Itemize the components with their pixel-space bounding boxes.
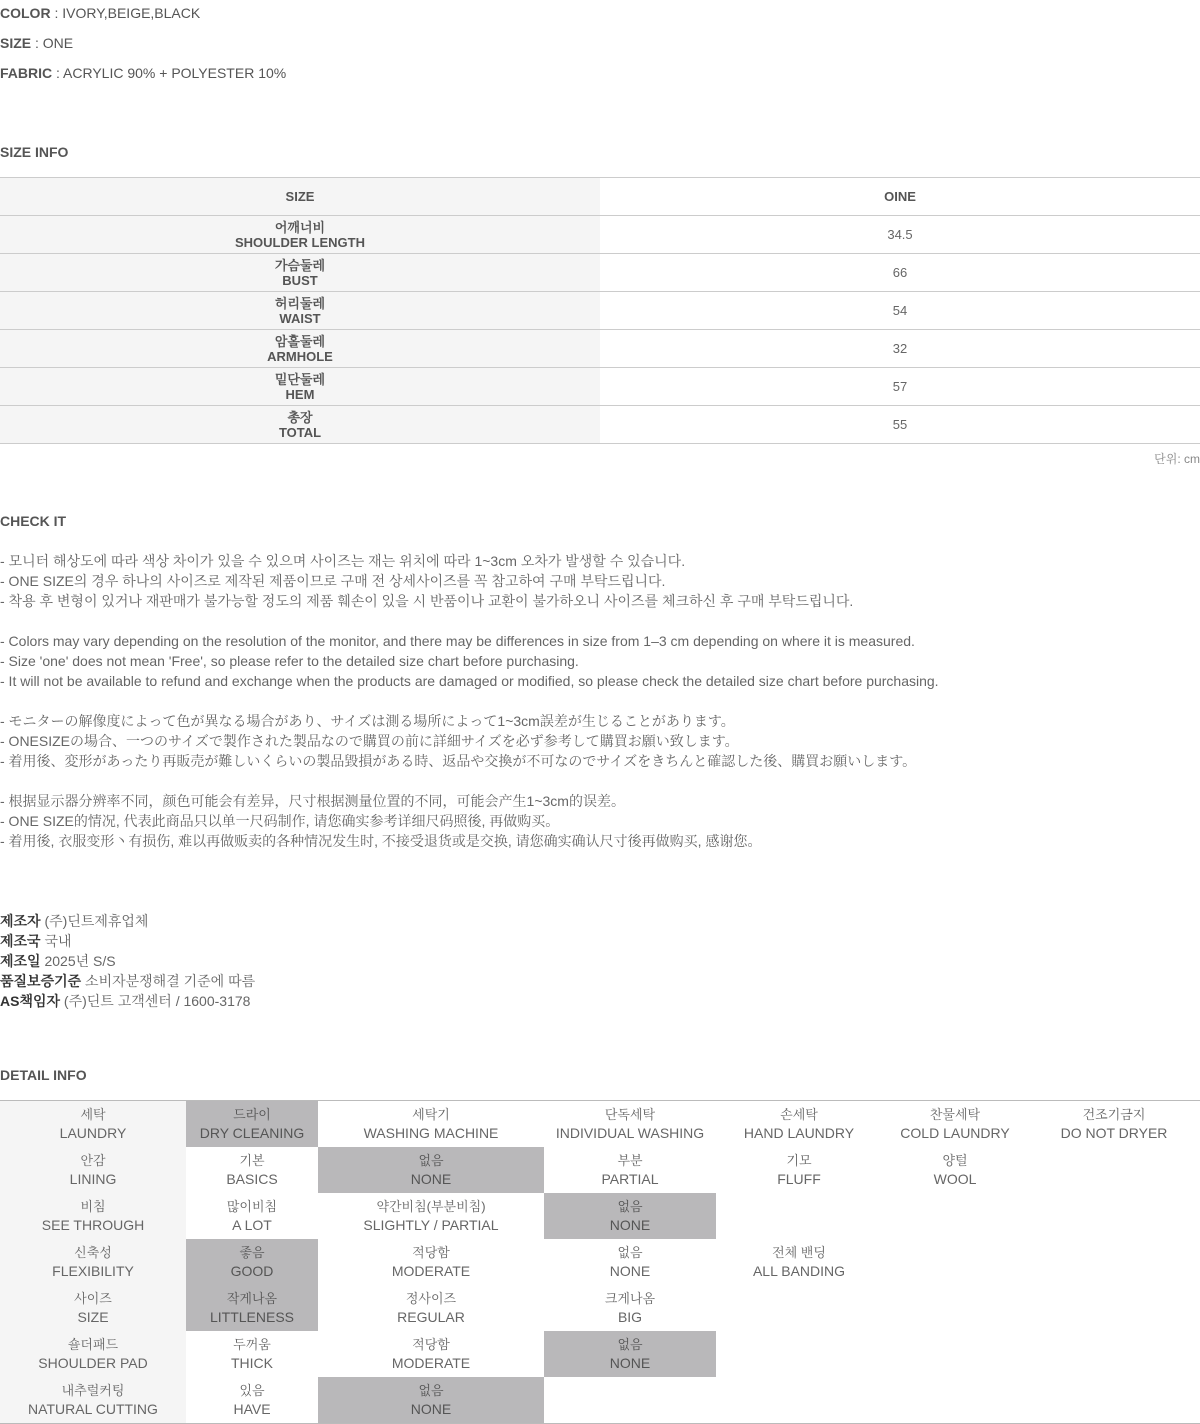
- measure-en: WAIST: [279, 310, 321, 326]
- note-line: - Size 'one' does not mean 'Free', so please refer to the detailed size chart before purchasing.: [0, 653, 579, 669]
- maker-row: [0, 911, 255, 931]
- option-ko: 없음: [617, 1337, 643, 1352]
- detail-empty-cell: [1028, 1193, 1200, 1239]
- maker-info: [0, 911, 255, 1011]
- table-row: [0, 1193, 1200, 1239]
- detail-option-selected: [186, 1101, 318, 1148]
- option-ko: 적당함: [412, 1245, 450, 1260]
- measure-en: ARMHOLE: [267, 348, 333, 364]
- measure-label: [0, 330, 600, 368]
- option-ko: 없음: [418, 1383, 444, 1398]
- option-ko: 손세탁: [780, 1107, 818, 1122]
- detail-option: [544, 1285, 716, 1331]
- category-en: SEE THROUGH: [41, 1217, 145, 1233]
- category-ko: 안감: [80, 1153, 106, 1168]
- table-row: [0, 254, 1200, 292]
- detail-empty-cell: [1028, 1377, 1200, 1424]
- check-it-notes: [0, 551, 1200, 851]
- table-row: [0, 1331, 1200, 1377]
- detail-empty-cell: [1028, 1285, 1200, 1331]
- maker-label: AS책임자: [0, 993, 61, 1009]
- option-ko: 크게나옴: [604, 1291, 656, 1306]
- note-line: - It will not be available to refund and exchange when the products are damaged or modified, so please check the detailed size chart before purchasing.: [0, 673, 939, 689]
- detail-option-selected: [544, 1331, 716, 1377]
- option-en: NONE: [410, 1171, 452, 1187]
- category-ko: 사이즈: [74, 1291, 112, 1306]
- spec-value: : IVORY,BEIGE,BLACK: [50, 5, 201, 21]
- spec-label: SIZE: [0, 35, 32, 51]
- measure-value: 54: [600, 292, 1200, 330]
- option-ko: 드라이: [233, 1107, 271, 1122]
- detail-option-selected: [186, 1285, 318, 1331]
- spec-value: : ACRYLIC 90% + POLYESTER 10%: [52, 65, 287, 81]
- detail-category: [0, 1147, 186, 1193]
- detail-info-title: DETAIL INFO: [0, 1067, 87, 1083]
- note-line: - ONESIZEの場合、一つのサイズで製作された製品なので購買の前に詳細サイズを必ず参考して購買お願い致します。: [0, 733, 739, 749]
- detail-empty-cell: [716, 1331, 882, 1377]
- measure-en: SHOULDER LENGTH: [235, 234, 365, 250]
- detail-option-selected: [544, 1193, 716, 1239]
- option-ko: 기모: [786, 1153, 812, 1168]
- option-en: NONE: [609, 1217, 651, 1233]
- check-it-title: CHECK IT: [0, 513, 67, 529]
- option-en: PARTIAL: [601, 1171, 659, 1187]
- table-row: [0, 368, 1200, 406]
- detail-empty-cell: [882, 1331, 1028, 1377]
- option-ko: 없음: [617, 1199, 643, 1214]
- detail-option: [318, 1285, 544, 1331]
- note-line: - 모니터 해상도에 따라 색상 차이가 있을 수 있으며 사이즈는 재는 위치에 따라 1~3cm 오차가 발생할 수 있습니다.: [0, 553, 686, 569]
- detail-option-selected: [318, 1377, 544, 1424]
- option-ko: 있음: [239, 1383, 265, 1398]
- maker-label: 제조일: [0, 953, 41, 969]
- category-ko: 내추럴커팅: [61, 1383, 125, 1398]
- maker-label: 제조자: [0, 913, 41, 929]
- table-row: [0, 330, 1200, 368]
- detail-option: [716, 1239, 882, 1285]
- option-en: SLIGHTLY / PARTIAL: [363, 1217, 499, 1233]
- detail-option: [318, 1193, 544, 1239]
- option-en: MODERATE: [391, 1263, 471, 1279]
- maker-value: 국내: [40, 933, 72, 949]
- detail-option: [186, 1331, 318, 1377]
- option-en: DO NOT DRYER: [1060, 1125, 1168, 1141]
- category-en: SHOULDER PAD: [38, 1355, 148, 1371]
- option-en: HAND LAUNDRY: [743, 1125, 855, 1141]
- measure-value: 66: [600, 254, 1200, 292]
- detail-option-selected: [318, 1147, 544, 1193]
- table-row: [0, 1101, 1200, 1148]
- detail-empty-cell: [716, 1193, 882, 1239]
- size-header-value: OINE: [600, 178, 1200, 216]
- detail-option: [186, 1377, 318, 1424]
- detail-category: [0, 1193, 186, 1239]
- option-en: DRY CLEANING: [199, 1125, 305, 1141]
- option-en: REGULAR: [397, 1309, 465, 1325]
- maker-row: [0, 931, 255, 951]
- option-ko: 많이비침: [226, 1199, 278, 1214]
- table-row: [0, 1239, 1200, 1285]
- detail-option: [544, 1101, 716, 1148]
- table-row: [0, 292, 1200, 330]
- table-row: [0, 406, 1200, 444]
- size-header-label: SIZE: [0, 178, 600, 216]
- detail-category: [0, 1331, 186, 1377]
- measure-en: HEM: [285, 386, 315, 402]
- detail-empty-cell: [544, 1377, 716, 1424]
- note-line: - ONE SIZE的情况, 代表此商品只以单一尺码制作, 请您确实参考详细尺码照後, 再做购买。: [0, 813, 560, 829]
- option-ko: 약간비침(부분비침): [376, 1199, 486, 1214]
- measure-ko: 어깨너비: [274, 219, 326, 235]
- measure-ko: 암홀둘레: [274, 333, 326, 349]
- detail-option: [318, 1101, 544, 1148]
- detail-option: [318, 1331, 544, 1377]
- table-row: [0, 216, 1200, 254]
- detail-option: [186, 1193, 318, 1239]
- option-en: WASHING MACHINE: [363, 1125, 499, 1141]
- detail-category: [0, 1101, 186, 1148]
- table-row: [0, 1377, 1200, 1424]
- category-en: LINING: [69, 1171, 117, 1187]
- detail-category: [0, 1285, 186, 1331]
- measure-ko: 가슴둘레: [274, 257, 326, 273]
- category-ko: 비침: [80, 1199, 106, 1214]
- option-en: NONE: [609, 1355, 651, 1371]
- category-ko: 세탁: [80, 1107, 106, 1122]
- option-en: THICK: [231, 1355, 273, 1371]
- spec-color: [0, 3, 200, 23]
- detail-empty-cell: [716, 1285, 882, 1331]
- note-line: - 着用後, 衣服变形丶有损伤, 难以再做贩卖的各种情况发生时, 不接受退货或是交换, 请您确实确认尺寸後再做购买, 感谢您。: [0, 833, 762, 849]
- maker-label: 품질보증기준: [0, 973, 82, 989]
- option-en: BASICS: [226, 1171, 278, 1187]
- maker-row: [0, 951, 255, 971]
- detail-option: [882, 1147, 1028, 1193]
- detail-empty-cell: [716, 1377, 882, 1424]
- table-row: [0, 1285, 1200, 1331]
- option-en: ALL BANDING: [752, 1263, 846, 1279]
- category-ko: 숄더패드: [67, 1337, 119, 1352]
- option-en: MODERATE: [391, 1355, 471, 1371]
- option-ko: 기본: [239, 1153, 265, 1168]
- measure-ko: 허리둘레: [274, 295, 326, 311]
- option-ko: 작게나옴: [226, 1291, 278, 1306]
- measure-label: [0, 216, 600, 254]
- measure-value: 57: [600, 368, 1200, 406]
- unit-label: 단위: cm: [1154, 452, 1200, 466]
- option-ko: 없음: [418, 1153, 444, 1168]
- maker-value: (주)딘트제휴업체: [40, 913, 149, 929]
- option-en: WOOL: [933, 1171, 977, 1187]
- size-table-header: [0, 178, 1200, 216]
- measure-label: [0, 254, 600, 292]
- note-line: - 根据显示器分辨率不同，颜色可能会有差异，尺寸根据测量位置的不同，可能会产生1~3cm的误差。: [0, 793, 625, 809]
- category-en: NATURAL CUTTING: [28, 1401, 158, 1417]
- spec-size: [0, 33, 73, 53]
- detail-option: [716, 1147, 882, 1193]
- option-ko: 적당함: [412, 1337, 450, 1352]
- category-en: SIZE: [77, 1309, 109, 1325]
- category-ko: 신축성: [74, 1245, 112, 1260]
- detail-empty-cell: [882, 1377, 1028, 1424]
- maker-value: 2025년 S/S: [40, 953, 116, 969]
- measure-value: 34.5: [600, 216, 1200, 254]
- detail-option: [186, 1147, 318, 1193]
- size-table: [0, 177, 1200, 444]
- option-en: A LOT: [232, 1217, 272, 1233]
- detail-option: [1028, 1101, 1200, 1148]
- detail-option: [544, 1239, 716, 1285]
- option-en: HAVE: [233, 1401, 271, 1417]
- option-ko: 좋음: [239, 1245, 265, 1260]
- option-ko: 부분: [617, 1153, 643, 1168]
- option-en: GOOD: [230, 1263, 274, 1279]
- spec-label: FABRIC: [0, 65, 53, 81]
- measure-value: 55: [600, 406, 1200, 444]
- detail-option: [716, 1101, 882, 1148]
- detail-empty-cell: [882, 1285, 1028, 1331]
- category-en: FLEXIBILITY: [52, 1263, 134, 1279]
- spec-value: : ONE: [31, 35, 74, 51]
- note-line: - 着用後、変形があったり再販売が難しいくらいの製品毀損がある時、返品や交換が不可なのでサイズをきちんと確認した後、購買お願いします。: [0, 753, 917, 769]
- detail-empty-cell: [882, 1193, 1028, 1239]
- note-line: - ONE SIZE의 경우 하나의 사이즈로 제작된 제품이므로 구매 전 상세사이즈를 꼭 참고하여 구매 부탁드립니다.: [0, 573, 666, 589]
- option-ko: 건조기금지: [1082, 1107, 1146, 1122]
- option-en: FLUFF: [777, 1171, 821, 1187]
- maker-label: 제조국: [0, 933, 41, 949]
- maker-value: 소비자분쟁해결 기준에 따름: [81, 973, 256, 989]
- spec-label: COLOR: [0, 5, 51, 21]
- option-en: LITTLENESS: [209, 1309, 295, 1325]
- option-ko: 정사이즈: [405, 1291, 457, 1306]
- detail-empty-cell: [882, 1239, 1028, 1285]
- note-line: - モニターの解像度によって色が異なる場合があり、サイズは測る場所によって1~3cm誤差が生じることがあります。: [0, 713, 735, 729]
- measure-label: [0, 368, 600, 406]
- option-en: INDIVIDUAL WASHING: [555, 1125, 705, 1141]
- detail-table: [0, 1100, 1200, 1424]
- measure-ko: 총장: [287, 409, 313, 425]
- category-en: LAUNDRY: [59, 1125, 127, 1141]
- detail-empty-cell: [1028, 1331, 1200, 1377]
- measure-label: [0, 292, 600, 330]
- option-ko: 양털: [942, 1153, 968, 1168]
- measure-ko: 밑단둘레: [274, 371, 326, 387]
- option-en: BIG: [617, 1309, 643, 1325]
- option-en: NONE: [410, 1401, 452, 1417]
- option-en: COLD LAUNDRY: [900, 1125, 1010, 1141]
- table-row: [0, 1147, 1200, 1193]
- measure-label: [0, 406, 600, 444]
- option-ko: 세탁기: [412, 1107, 450, 1122]
- option-ko: 전체 밴딩: [772, 1245, 826, 1260]
- maker-row: [0, 971, 255, 991]
- detail-option-selected: [186, 1239, 318, 1285]
- detail-category: [0, 1377, 186, 1424]
- size-info-title: SIZE INFO: [0, 144, 69, 160]
- detail-option: [544, 1147, 716, 1193]
- note-line: - Colors may vary depending on the resolution of the monitor, and there may be differences in size from 1–3 cm depending on where it is measured.: [0, 633, 915, 649]
- option-ko: 두꺼움: [233, 1337, 271, 1352]
- option-en: NONE: [609, 1263, 651, 1279]
- option-ko: 단독세탁: [604, 1107, 656, 1122]
- measure-en: BUST: [282, 272, 318, 288]
- option-ko: 없음: [617, 1245, 643, 1260]
- detail-empty-cell: [1028, 1239, 1200, 1285]
- detail-option: [318, 1239, 544, 1285]
- option-ko: 찬물세탁: [929, 1107, 981, 1122]
- note-line: - 착용 후 변형이 있거나 재판매가 불가능할 정도의 제품 훼손이 있을 시 반품이나 교환이 불가하오니 사이즈를 체크하신 후 구매 부탁드립니다.: [0, 593, 854, 609]
- detail-category: [0, 1239, 186, 1285]
- maker-row: [0, 991, 255, 1011]
- detail-option: [882, 1101, 1028, 1148]
- measure-value: 32: [600, 330, 1200, 368]
- measure-en: TOTAL: [278, 424, 322, 440]
- detail-empty-cell: [1028, 1147, 1200, 1193]
- maker-value: (주)딘트 고객센터 / 1600-3178: [60, 993, 251, 1009]
- spec-fabric: [0, 63, 286, 83]
